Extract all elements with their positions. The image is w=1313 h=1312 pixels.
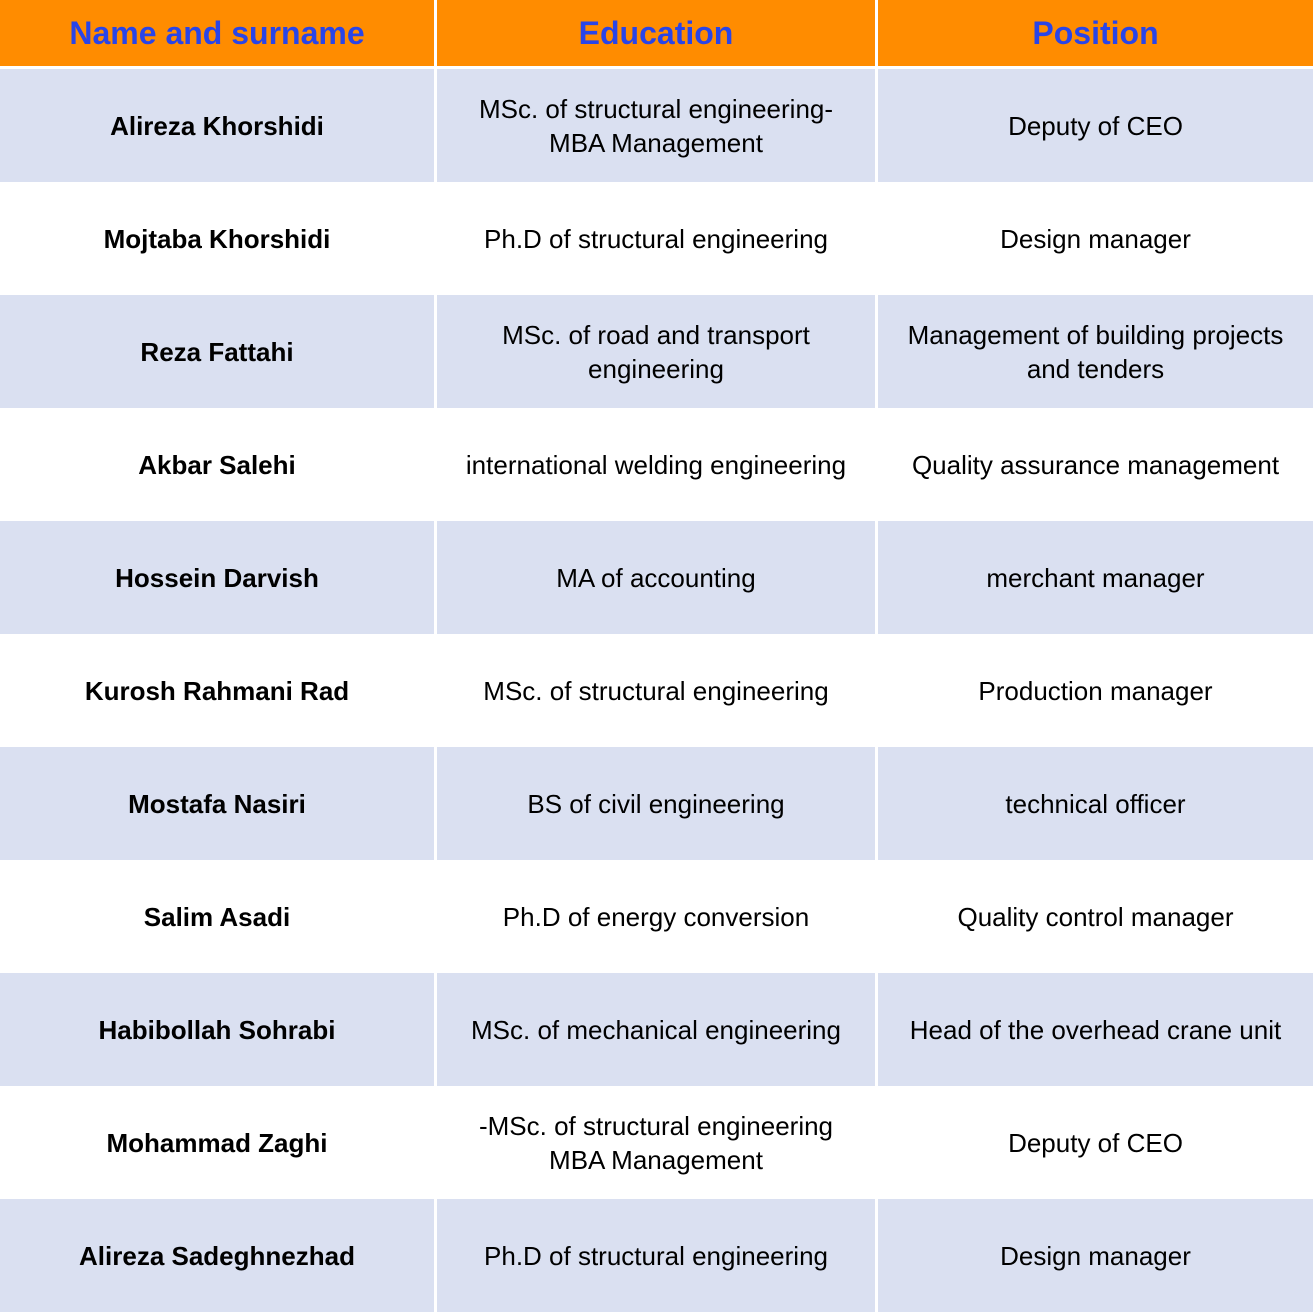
table-row-education: Ph.D of structural engineering bbox=[434, 182, 875, 295]
table-row-name: Mojtaba Khorshidi bbox=[0, 182, 434, 295]
table-row-name: Reza Fattahi bbox=[0, 295, 434, 408]
table-row-name: Mostafa Nasiri bbox=[0, 747, 434, 860]
table-row-position: merchant manager bbox=[875, 521, 1313, 634]
table-row-name: Salim Asadi bbox=[0, 860, 434, 973]
table-row-position: Design manager bbox=[875, 182, 1313, 295]
table-row-name: Habibollah Sohrabi bbox=[0, 973, 434, 1086]
table-row-name: Kurosh Rahmani Rad bbox=[0, 634, 434, 747]
table-row-position: Deputy of CEO bbox=[875, 1086, 1313, 1199]
table-row-education: MSc. of structural engineering bbox=[434, 634, 875, 747]
table-row-education: MSc. of road and transport engineering bbox=[434, 295, 875, 408]
column-header-education: Education bbox=[434, 0, 875, 69]
table-row-position: Management of building projects and tenders bbox=[875, 295, 1313, 408]
table-row-name: Alireza Sadeghnezhad bbox=[0, 1199, 434, 1312]
table-row-position: Head of the overhead crane unit bbox=[875, 973, 1313, 1086]
table-row-education: MSc. of mechanical engineering bbox=[434, 973, 875, 1086]
table-row-name: Alireza Khorshidi bbox=[0, 69, 434, 182]
table-row-name: Akbar Salehi bbox=[0, 408, 434, 521]
column-header-name: Name and surname bbox=[0, 0, 434, 69]
table-row-position: Deputy of CEO bbox=[875, 69, 1313, 182]
table-row-education: international welding engineering bbox=[434, 408, 875, 521]
table-row-position: Quality control manager bbox=[875, 860, 1313, 973]
table-row-position: technical officer bbox=[875, 747, 1313, 860]
table-row-name: Mohammad Zaghi bbox=[0, 1086, 434, 1199]
table-row-position: Production manager bbox=[875, 634, 1313, 747]
table-row-education: Ph.D of structural engineering bbox=[434, 1199, 875, 1312]
table-row-education: Ph.D of energy conversion bbox=[434, 860, 875, 973]
table-row-position: Quality assurance management bbox=[875, 408, 1313, 521]
table-row-education: -MSc. of structural engineering MBA Management bbox=[434, 1086, 875, 1199]
table-row-education: BS of civil engineering bbox=[434, 747, 875, 860]
table-row-education: MA of accounting bbox=[434, 521, 875, 634]
table-row-position: Design manager bbox=[875, 1199, 1313, 1312]
table-row-education: MSc. of structural engineering- MBA Management bbox=[434, 69, 875, 182]
column-header-position: Position bbox=[875, 0, 1313, 69]
table-row-name: Hossein Darvish bbox=[0, 521, 434, 634]
